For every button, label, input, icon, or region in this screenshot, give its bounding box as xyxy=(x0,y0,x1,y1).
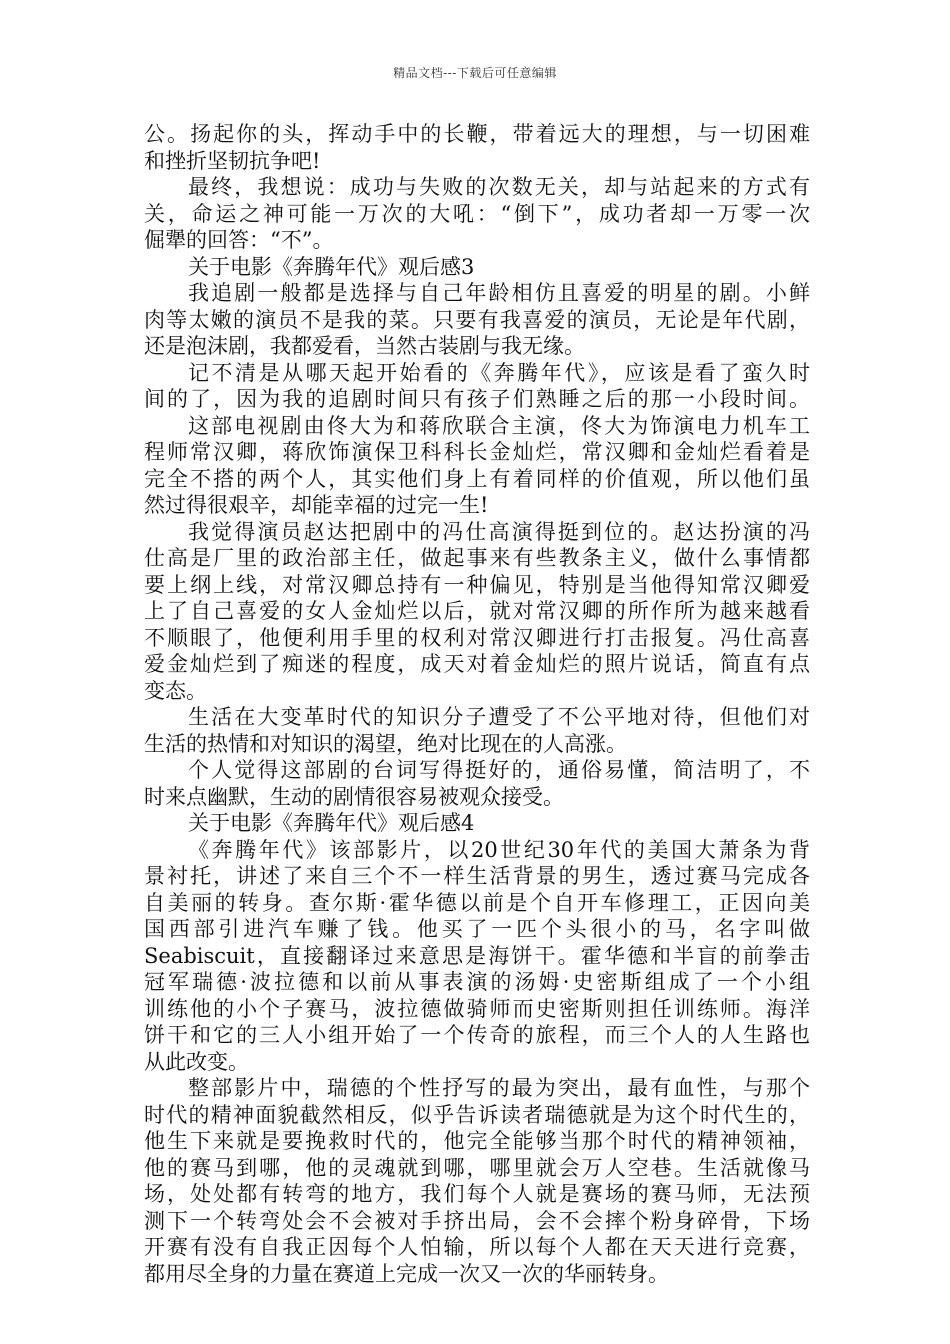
text-line: 时来点幽默，生动的剧情很容易被观众接受。 xyxy=(144,784,564,809)
text-line: 饼干和它的三人小组开始了一个传奇的旅程，而三个人的人生路也 xyxy=(144,1023,810,1047)
text-line: 变态。 xyxy=(144,678,207,703)
text-line: 关，命运之神可能一万次的大吼：“倒下”，成功者却一万零一次 xyxy=(144,201,810,226)
text-line: 最终，我想说：成功与失败的次数无关，却与站起来的方式有 xyxy=(188,175,810,199)
text-line: 生活在大变革时代的知识分子遭受了不公平地对待，但他们对 xyxy=(188,705,810,729)
text-line: 然过得很艰辛，却能幸福的过完一生! xyxy=(144,493,489,517)
text-line: 他的赛马到哪，他的灵魂就到哪，哪里就会万人空巷。生活就像马 xyxy=(144,1155,810,1180)
text-line: 公。扬起你的头，挥动手中的长鞭，带着远大的理想，与一切困难 xyxy=(144,122,810,146)
text-line: 上了自己喜爱的女人金灿烂以后，就对常汉卿的所作所为越来越看 xyxy=(144,599,810,623)
text-line: 生活的热情和对知识的渴望，绝对比现在的人高涨。 xyxy=(144,731,627,756)
text-line: 国西部引进汽车赚了钱。他买了一匹个头很小的马，名字叫做 xyxy=(144,917,810,941)
text-line: 景衬托，讲述了来自三个不一样生活背景的男生，透过赛马完成各 xyxy=(144,864,810,888)
text-line: 整部影片中，瑞德的个性抒写的最为突出，最有血性，与那个 xyxy=(188,1076,810,1100)
text-line: 这部电视剧由佟大为和蒋欣联合主演，佟大为饰演电力机车工 xyxy=(188,413,810,438)
text-line: 开赛有没有自我正因每个人怕输，所以每个人都在天天进行竞赛， xyxy=(144,1235,810,1259)
text-line: 他生下来就是要挽救时代的，他完全能够当那个时代的精神领袖， xyxy=(144,1129,810,1153)
page-header: 精品文档---下载后可任意编辑 xyxy=(393,66,557,80)
text-line: 我追剧一般都是选择与自己年龄相仿且喜爱的明星的剧。小鲜 xyxy=(188,281,810,305)
text-line: 自美丽的转身。查尔斯·霍华德以前是个自开车修理工，正因向美 xyxy=(144,890,810,915)
text-line: 《奔腾年代》该部影片，以20世纪30年代的美国大萧条为背 xyxy=(188,837,810,862)
text-line: 和挫折坚韧抗争吧! xyxy=(144,148,321,173)
text-line: 肉等太嫩的演员不是我的菜。只要有我喜爱的演员，无论是年代剧， xyxy=(144,307,810,332)
text-line: 关于电影《奔腾年代》观后感3 xyxy=(188,254,475,279)
text-line: 仕高是厂里的政治部主任，做起事来有些教条主义，做什么事情都 xyxy=(144,546,810,570)
text-line: 关于电影《奔腾年代》观后感4 xyxy=(188,811,475,835)
text-line: 程师常汉卿，蒋欣饰演保卫科科长金灿烂，常汉卿和金灿烂看着是 xyxy=(144,440,810,464)
text-line: 场，处处都有转弯的地方，我们每个人就是赛场的赛马师，无法预 xyxy=(144,1182,810,1206)
text-line: 间的了，因为我的追剧时间只有孩子们熟睡之后的那一小段时间。 xyxy=(144,387,810,411)
text-line: 倔犟的回答：“不”。 xyxy=(144,228,334,252)
text-line: 都用尽全身的力量在赛道上完成一次又一次的华丽转身。 xyxy=(144,1261,669,1286)
text-line: 个人觉得这部剧的台词写得挺好的，通俗易懂，简洁明了，不 xyxy=(188,758,810,782)
text-line: 还是泡沫剧，我都爱看，当然古装剧与我无缘。 xyxy=(144,334,585,358)
text-line: 我觉得演员赵达把剧中的冯仕高演得挺到位的。赵达扮演的冯 xyxy=(188,519,810,544)
text-line: 冠军瑞德·波拉德和以前从事表演的汤姆·史密斯组成了一个小组 xyxy=(144,970,810,994)
text-line: 时代的精神面貌截然相反，似乎告诉读者瑞德就是为这个时代生的， xyxy=(144,1102,810,1127)
text-line: 训练他的小个子赛马，波拉德做骑师而史密斯则担任训练师。海洋 xyxy=(144,996,810,1021)
text-line: 不顺眼了，他便利用手里的权利对常汉卿进行打击报复。冯仕高喜 xyxy=(144,625,810,650)
document-body xyxy=(144,121,810,1287)
text-line: 从此改变。 xyxy=(144,1049,249,1074)
text-line: 完全不搭的两个人，其实他们身上有着同样的价值观，所以他们虽 xyxy=(144,466,810,491)
text-line: 要上纲上线，对常汉卿总持有一种偏见，特别是当他得知常汉卿爱 xyxy=(144,572,810,597)
text-line: 爱金灿烂到了痴迷的程度，成天对着金灿烂的照片说话，简直有点 xyxy=(144,652,810,676)
text-line: 测下一个转弯处会不会被对手挤出局，会不会摔个粉身碎骨，下场 xyxy=(144,1208,810,1233)
text-line: 记不清是从哪天起开始看的《奔腾年代》，应该是看了蛮久时 xyxy=(188,360,810,385)
text-line: Seabiscuit，直接翻译过来意思是海饼干。霍华德和半盲的前拳击 xyxy=(144,943,810,968)
